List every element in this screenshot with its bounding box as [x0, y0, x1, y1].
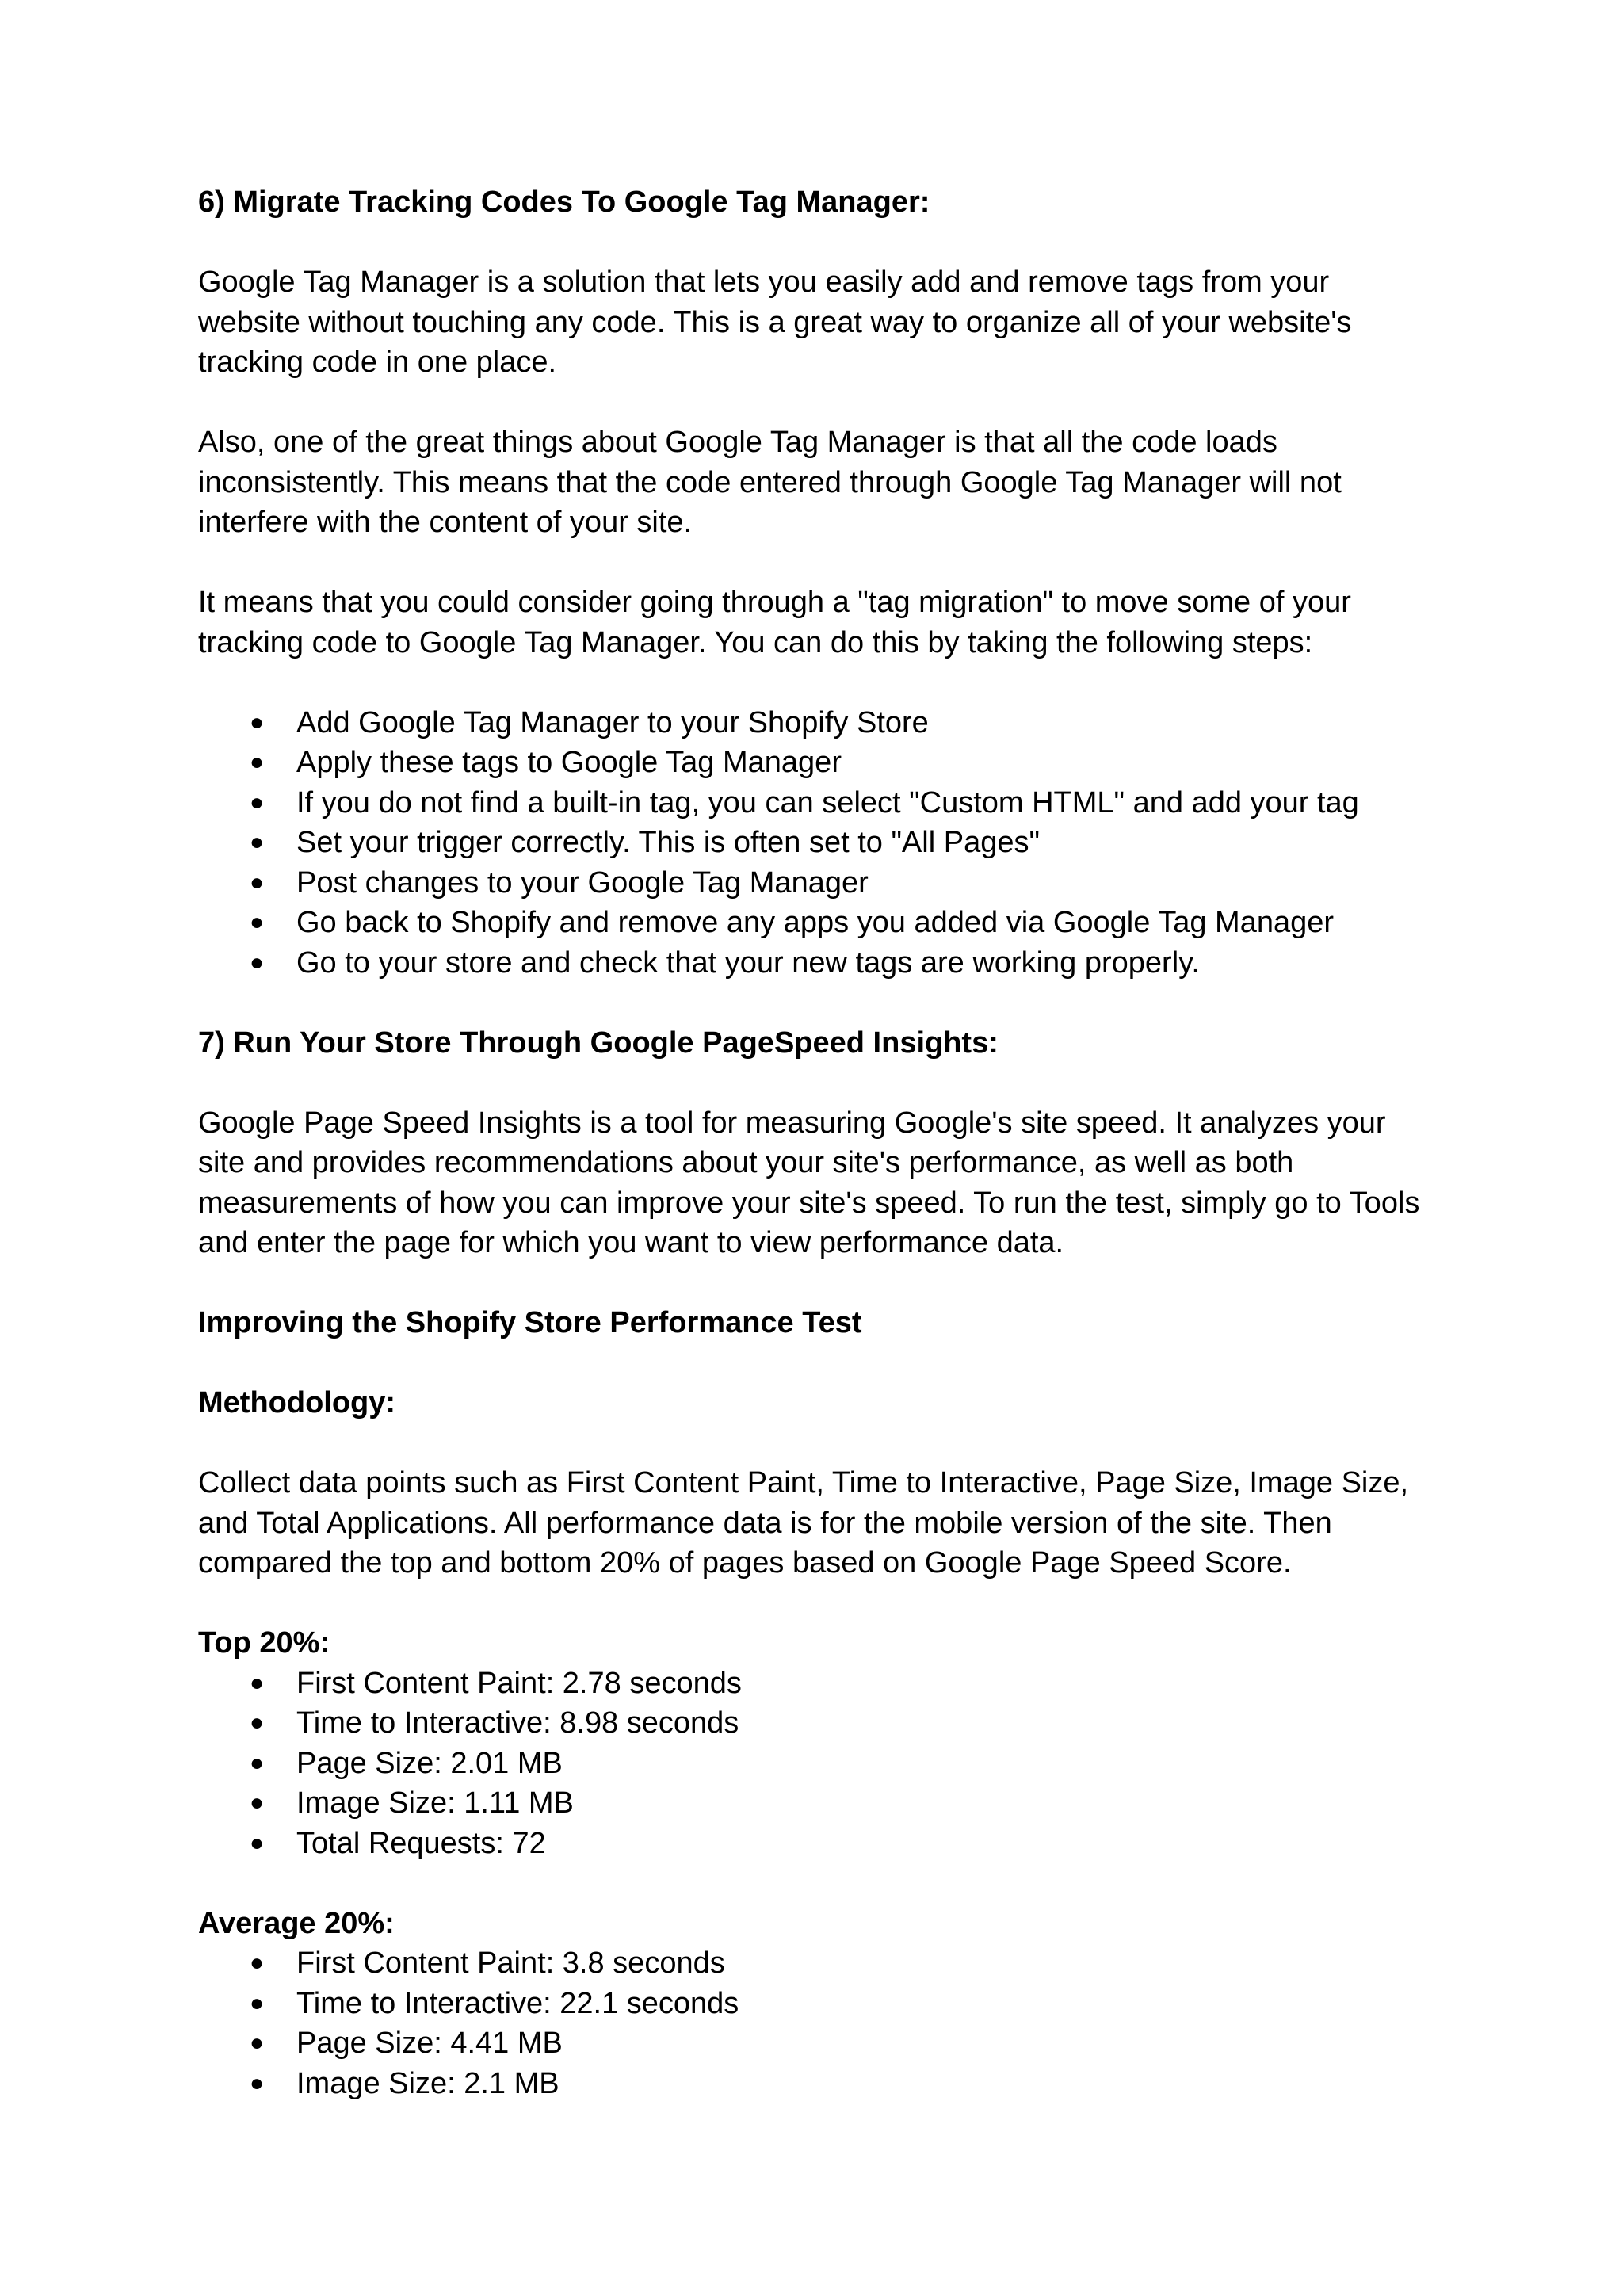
list-item: ● Go to your store and check that your new tags are working properly.	[198, 943, 1434, 984]
tag-migration-steps	[198, 703, 1434, 984]
bullet-icon: ●	[250, 749, 265, 775]
bullet-icon: ●	[250, 909, 265, 935]
section-6-paragraph-2: Also, one of the great things about Google Tag Manager is that all the code loads inconsistently. This means that the code entered through Google Tag Manager will not interfere with the content of your site.	[198, 426, 1342, 539]
methodology-paragraph: Collect data points such as First Content Paint, Time to Interactive, Page Size, Image Size, and Total Applications. All performance data is for the mobile version of the site. Then compared the top and bottom 20% of pages based on Google Page Speed Score.	[198, 1466, 1409, 1580]
list-item: ● First Content Paint: 2.78 seconds	[198, 1664, 1434, 1704]
bullet-icon: ●	[250, 2069, 265, 2096]
list-item: ● Image Size: 2.1 MB	[198, 2064, 1434, 2104]
performance-test-subheading: Improving the Shopify Store Performance Test	[198, 1306, 862, 1339]
bullet-icon: ●	[250, 2030, 265, 2056]
list-item: ● Total Requests: 72	[198, 1824, 1434, 1864]
list-item: ● Image Size: 1.11 MB	[198, 1783, 1434, 1824]
bullet-icon: ●	[250, 709, 265, 735]
list-item: ● Go back to Shopify and remove any apps you added via Google Tag Manager	[198, 903, 1434, 943]
section-7-paragraph: Google Page Speed Insights is a tool for measuring Google's site speed. It analyzes your site and provides recommendations about your site's performance, as well as both measurements of how you can improve your site's speed. To run the test, simply go to Tools and enter the page for which you want to view performance data.	[198, 1106, 1420, 1259]
list-item: ● Set your trigger correctly. This is often set to "All Pages"	[198, 823, 1434, 863]
list-item: ● Time to Interactive: 22.1 seconds	[198, 1984, 1434, 2024]
section-6-paragraph-1: Google Tag Manager is a solution that lets you easily add and remove tags from your website without touching any code. This is a great way to organize all of your website's tracking code in one place.	[198, 266, 1352, 379]
top-20-metrics	[198, 1664, 1434, 1864]
top-20-title: Top 20%:	[198, 1626, 330, 1660]
section-6-heading: 6) Migrate Tracking Codes To Google Tag Manager:	[198, 185, 930, 219]
list-item: ● Post changes to your Google Tag Manager	[198, 863, 1434, 904]
section-7-heading: 7) Run Your Store Through Google PageSpeed Insights:	[198, 1026, 999, 1060]
list-item: ● Add Google Tag Manager to your Shopify Store	[198, 703, 1434, 743]
bullet-icon: ●	[250, 789, 265, 816]
section-6-paragraph-3: It means that you could consider going through a "tag migration" to move some of your tracking code to Google Tag Manager. You can do this by taking the following steps:	[198, 586, 1351, 659]
bullet-icon: ●	[250, 949, 265, 976]
average-20-title: Average 20%:	[198, 1906, 395, 1940]
list-item: ● First Content Paint: 3.8 seconds	[198, 1943, 1434, 1984]
bullet-icon: ●	[250, 1989, 265, 2016]
list-item: ● Time to Interactive: 8.98 seconds	[198, 1703, 1434, 1744]
document-page	[198, 182, 1434, 2144]
bullet-icon: ●	[250, 1829, 265, 1856]
bullet-icon: ●	[250, 1790, 265, 1816]
bullet-icon: ●	[250, 869, 265, 896]
list-item: ● If you do not find a built-in tag, you can select "Custom HTML" and add your tag	[198, 783, 1434, 823]
average-20-metrics	[198, 1943, 1434, 2103]
list-item: ● Page Size: 2.01 MB	[198, 1744, 1434, 1784]
bullet-icon: ●	[250, 1749, 265, 1776]
list-item: ● Apply these tags to Google Tag Manager	[198, 743, 1434, 783]
list-item: ● Page Size: 4.41 MB	[198, 2023, 1434, 2064]
bullet-icon: ●	[250, 1669, 265, 1696]
methodology-heading: Methodology:	[198, 1386, 396, 1419]
bullet-icon: ●	[250, 1710, 265, 1736]
bullet-icon: ●	[250, 1950, 265, 1976]
bullet-icon: ●	[250, 829, 265, 855]
